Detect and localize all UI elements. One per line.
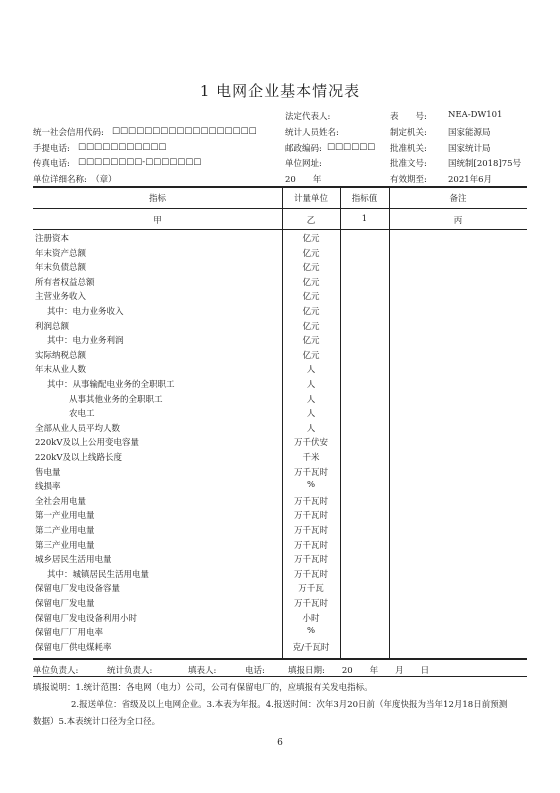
row-value-field[interactable] — [341, 320, 388, 332]
year-label: 20 年 — [285, 175, 322, 185]
row-value-field[interactable] — [341, 261, 388, 273]
footer-phone: 电话: — [245, 666, 265, 676]
row-label: 线损率 — [35, 482, 61, 493]
row-unit: 万千瓦时 — [293, 569, 328, 580]
row-label: 保留电厂厂用电率 — [35, 628, 104, 639]
col-code-remark: 丙 — [453, 216, 463, 226]
legal-rep-label: 法定代表人: — [285, 112, 331, 122]
row-unit: 克/千瓦时 — [292, 642, 330, 653]
row-unit: 万千瓦时 — [293, 599, 328, 609]
row-unit: 人 — [306, 394, 316, 405]
table-header-rule — [33, 208, 527, 209]
col-header-unit: 计量单位 — [293, 194, 328, 204]
row-value-field[interactable] — [341, 524, 388, 536]
fax-boxes: □□□□□□□□-□□□□□□□ — [78, 157, 202, 167]
approver-label: 批准机关: — [390, 144, 427, 154]
row-label: 售电量 — [35, 467, 61, 478]
row-unit: 千米 — [302, 453, 320, 463]
row-unit: 人 — [306, 423, 316, 434]
row-value-field[interactable] — [341, 641, 388, 653]
row-value-field[interactable] — [341, 393, 388, 405]
row-unit: 万千瓦时 — [293, 511, 328, 522]
issuer-label: 制定机关: — [390, 128, 427, 138]
row-label: 保留电厂供电煤耗率 — [35, 642, 112, 653]
issuer-value: 国家能源局 — [448, 128, 491, 138]
row-label: 第三产业用电量 — [35, 540, 95, 551]
postcode-label: 邮政编码: — [285, 144, 322, 154]
footer-rule — [33, 676, 527, 677]
row-label: 其中：电力业务利润 — [47, 336, 124, 347]
row-value-field[interactable] — [341, 276, 388, 288]
row-value-field[interactable] — [341, 290, 388, 302]
page-number: 6 — [277, 738, 283, 748]
row-label: 所有者权益总额 — [35, 277, 95, 288]
row-label: 实际纳税总额 — [35, 350, 87, 361]
table-code-rule — [33, 229, 527, 230]
row-label: 其中：电力业务收入 — [47, 307, 124, 317]
row-unit: 人 — [306, 380, 316, 390]
row-unit: 万千瓦时 — [293, 496, 328, 507]
col-code-value: 1 — [361, 214, 368, 224]
row-value-field[interactable] — [341, 495, 388, 507]
row-value-field[interactable] — [341, 247, 388, 259]
table-top-rule — [33, 186, 527, 188]
page-title: 1 电网企业基本情况表 — [199, 82, 361, 100]
column-divider — [389, 187, 390, 658]
row-label: 保留电厂发电设备容量 — [35, 584, 121, 595]
row-unit: % — [306, 626, 316, 637]
row-unit: 人 — [306, 409, 316, 420]
row-label: 第二产业用电量 — [35, 526, 95, 536]
row-unit: 亿元 — [302, 350, 320, 361]
note-line-3: 数据）5.本表统计口径为全口径。 — [33, 717, 161, 727]
row-value-field[interactable] — [341, 378, 388, 390]
row-value-field[interactable] — [341, 349, 388, 361]
row-value-field[interactable] — [341, 597, 388, 609]
row-unit: % — [306, 480, 316, 491]
row-label: 从事其他业务的全职职工 — [69, 394, 163, 405]
approval-no-value: 国统制[2018]75号 — [448, 159, 522, 169]
credit-code-boxes: □□□□□□□□□□□□□□□□□□ — [112, 126, 257, 136]
website-label: 单位网址: — [285, 159, 322, 169]
row-unit: 亿元 — [302, 292, 320, 303]
row-value-field[interactable] — [341, 612, 388, 624]
form-no-label: 表 号: — [390, 112, 427, 122]
row-value-field[interactable] — [341, 626, 388, 638]
row-label: 主营业务收入 — [35, 292, 87, 303]
row-label: 保留电厂发电量 — [35, 599, 95, 609]
row-unit: 亿元 — [302, 248, 320, 259]
row-label: 第一产业用电量 — [35, 511, 95, 522]
row-unit: 人 — [306, 365, 316, 376]
col-code-indicator: 甲 — [153, 216, 162, 226]
row-label: 年末从业人数 — [35, 365, 87, 376]
note-line-1: 填报说明：1.统计范围：各电网（电力）公司，公司有保留电厂的，应填报有关发电指标。 — [33, 683, 373, 693]
valid-value: 2021年6月 — [448, 175, 493, 185]
note-line-2: 2.报送单位：省级及以上电网企业。3.本表为年报。4.报送时间：次年3月20日前（年度快报为当年12月18日前预测 — [71, 700, 508, 710]
row-value-field[interactable] — [341, 480, 388, 492]
postcode-boxes: □□□□□□ — [327, 142, 376, 152]
row-unit: 亿元 — [302, 336, 320, 347]
mobile-label: 手提电话: — [33, 144, 70, 154]
row-label: 其中：从事输配电业务的全职职工 — [47, 380, 175, 390]
row-unit: 万千瓦时 — [293, 555, 328, 566]
row-unit: 万千瓦 — [298, 584, 324, 595]
row-value-field[interactable] — [341, 436, 388, 448]
row-label: 全社会用电量 — [35, 496, 87, 507]
row-value-field[interactable] — [341, 568, 388, 580]
col-header-value: 指标值 — [351, 194, 378, 204]
row-unit: 亿元 — [302, 263, 320, 274]
row-label: 利润总额 — [35, 321, 70, 332]
row-unit: 亿元 — [302, 277, 320, 288]
mobile-boxes: □□□□□□□□□□□ — [78, 142, 167, 152]
row-label: 注册资本 — [35, 234, 70, 244]
footer-filler: 填表人: — [188, 666, 217, 676]
row-value-field[interactable] — [341, 334, 388, 346]
row-label: 全部从业人员平均人数 — [35, 423, 121, 434]
row-label: 220kV及以上线路长度 — [35, 453, 123, 463]
row-unit: 万千伏安 — [293, 438, 328, 449]
row-value-field[interactable] — [341, 509, 388, 521]
footer-stats-head: 统计负责人: — [107, 666, 153, 676]
col-header-remark: 备注 — [449, 194, 467, 204]
row-unit: 万千瓦时 — [293, 526, 328, 536]
row-value-field[interactable] — [341, 553, 388, 565]
row-unit: 万千瓦时 — [293, 467, 328, 478]
row-unit: 亿元 — [302, 307, 320, 317]
row-label: 其中：城镇居民生活用电量 — [47, 569, 150, 580]
row-value-field[interactable] — [341, 451, 388, 463]
fax-label: 传真电话: — [33, 159, 70, 169]
unit-name-label: 单位详细名称: （章） — [33, 175, 117, 185]
row-value-field[interactable] — [341, 305, 388, 317]
row-label: 220kV及以上公用变电容量 — [35, 438, 140, 449]
row-value-field[interactable] — [341, 363, 388, 375]
row-value-field[interactable] — [341, 407, 388, 419]
row-label: 年末资产总额 — [35, 248, 87, 259]
row-unit: 亿元 — [302, 321, 320, 332]
table-bottom-rule — [33, 658, 527, 660]
row-label: 城乡居民生活用电量 — [35, 555, 112, 566]
form-no-value: NEA-DW101 — [448, 110, 503, 120]
col-header-indicator: 指标 — [148, 194, 166, 204]
row-unit: 万千瓦时 — [293, 540, 328, 551]
row-label: 保留电厂发电设备利用小时 — [35, 613, 138, 624]
row-value-field[interactable] — [341, 466, 388, 478]
col-code-unit: 乙 — [306, 216, 316, 226]
credit-code-label: 统一社会信用代码: — [33, 128, 104, 138]
row-label: 农电工 — [69, 409, 95, 420]
row-unit: 亿元 — [302, 234, 320, 244]
row-label: 年末负债总额 — [35, 263, 87, 274]
footer-unit-head: 单位负责人: — [33, 666, 79, 676]
row-value-field[interactable] — [341, 539, 388, 551]
row-unit: 小时 — [302, 613, 320, 624]
approver-value: 国家统计局 — [448, 144, 491, 154]
row-value-field[interactable] — [341, 422, 388, 434]
fill-instructions — [33, 680, 527, 731]
approval-no-label: 批准文号: — [390, 159, 427, 169]
row-value-field[interactable] — [341, 582, 388, 594]
valid-label: 有效期至: — [390, 175, 427, 185]
row-value-field[interactable] — [341, 232, 388, 244]
stats-person-label: 统计人员姓名: — [285, 128, 339, 138]
footer-date: 填报日期: 20 年 月 日 — [288, 666, 430, 676]
